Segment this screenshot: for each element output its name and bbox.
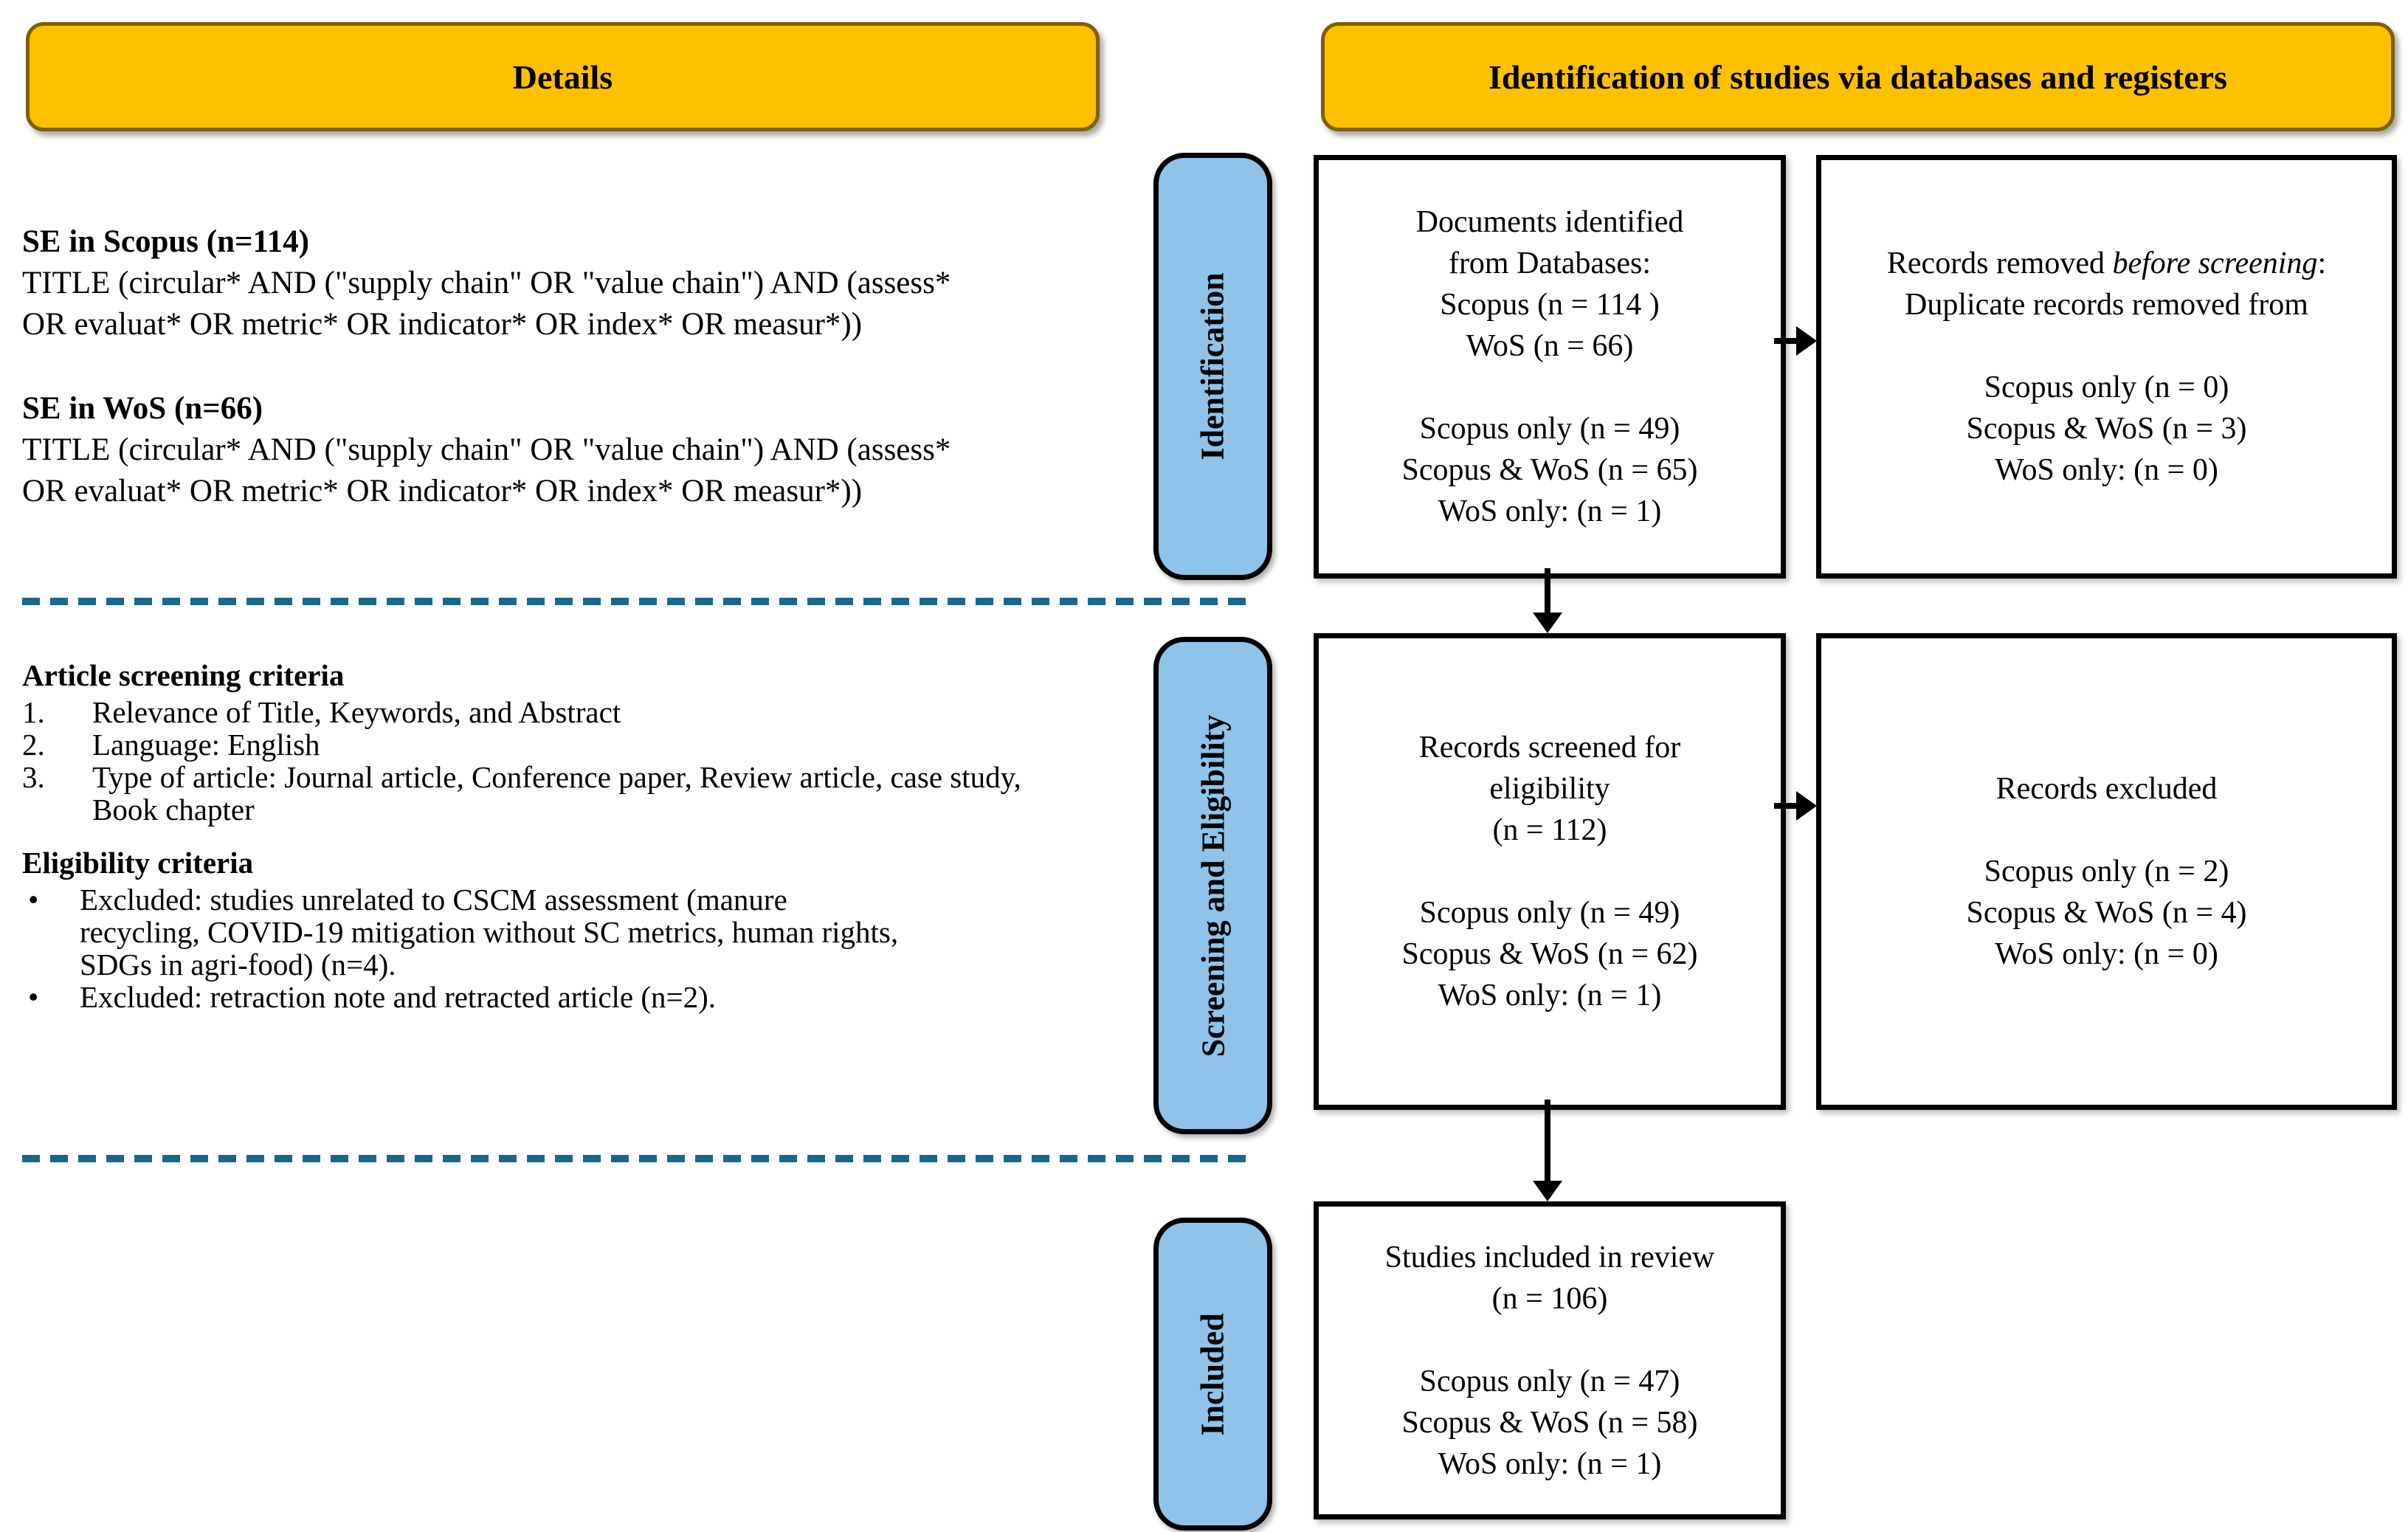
- removed-line: Scopus & WoS (n = 3): [1966, 412, 2247, 446]
- eligibility-item-2-text: Excluded: retraction note and retracted article (n=2).: [80, 980, 717, 1014]
- identification-header-label: Identification of studies via databases and registers: [1488, 58, 2227, 96]
- removed-line-italic: [1887, 243, 2326, 284]
- details-header-label: Details: [512, 58, 613, 96]
- arrow-shaft: [1545, 1100, 1550, 1182]
- details-header: [26, 22, 1100, 131]
- stage-included: [1153, 1218, 1272, 1531]
- section-divider-2: [22, 1155, 1247, 1162]
- removed-line: Duplicate records removed from: [1905, 288, 2308, 322]
- arrow-head-down-icon: [1533, 613, 1562, 633]
- screening-item-2: [22, 728, 1129, 761]
- identified-line: Documents identified: [1415, 205, 1684, 239]
- included-line: Scopus & WoS (n = 58): [1401, 1405, 1698, 1440]
- eligibility-item-1-bullet: •: [28, 883, 39, 917]
- stage-screening-eligibility-label: Screening and Eligibility: [1195, 714, 1231, 1057]
- arrow-head-down-icon: [1533, 1181, 1562, 1201]
- stage-identification: [1153, 153, 1272, 580]
- identification-header: [1321, 22, 2395, 131]
- excluded-line: WoS only: (n = 0): [1995, 937, 2218, 971]
- eligibility-item-2: [22, 981, 1129, 1013]
- arrow-shaft: [1545, 568, 1550, 614]
- stage-identification-label: Identification: [1195, 272, 1232, 460]
- se-scopus-query-line2: OR evaluat* OR metric* OR indicator* OR index* OR measur*)): [22, 307, 863, 342]
- included-line: (n = 106): [1491, 1281, 1608, 1316]
- arrow-head-right-icon: [1796, 326, 1817, 356]
- removed-line-suffix: :: [2317, 246, 2327, 280]
- screening-item-3-number: 3.: [22, 760, 45, 794]
- eligibility-item-1: [22, 883, 1129, 981]
- excluded-line: Scopus & WoS (n = 4): [1966, 896, 2247, 930]
- se-wos-query-line2: OR evaluat* OR metric* OR indicator* OR index* OR measur*)): [22, 474, 863, 508]
- removed-line-prefix: Records removed: [1886, 246, 2113, 280]
- identified-line: Scopus only (n = 49): [1419, 412, 1680, 446]
- screened-line: Records screened for: [1418, 731, 1681, 765]
- se-wos-query-line1: TITLE (circular* AND ("supply chain" OR "value chain") AND (assess*: [22, 432, 951, 467]
- eligibility-item-1-text: Excluded: studies unrelated to CSCM assessment (manure recycling, COVID-19 mitigation without SC metrics, human rights, SDGs in agri-food) (n=4).: [80, 883, 899, 981]
- box-records-removed: [1816, 155, 2397, 579]
- screening-criteria-title: Article screening criteria: [22, 658, 345, 692]
- screening-item-3: [22, 761, 1129, 826]
- arrow-screened-to-excluded: [1774, 791, 1817, 821]
- screening-item-1-number: 1.: [22, 695, 45, 729]
- screening-item-2-text: Language: English: [92, 728, 320, 762]
- removed-line: WoS only: (n = 0): [1995, 453, 2218, 487]
- arrow-shaft: [1774, 338, 1798, 344]
- screening-item-3-text: Type of article: Journal article, Conference paper, Review article, case study, Book chapter: [92, 760, 1021, 827]
- arrow-shaft: [1774, 803, 1798, 809]
- screened-line: Scopus only (n = 49): [1419, 896, 1680, 930]
- screened-line: (n = 112): [1492, 813, 1607, 847]
- arrow-identified-to-screened: [1533, 568, 1562, 633]
- se-scopus-title: SE in Scopus (n=114): [22, 224, 309, 259]
- screened-line: eligibility: [1489, 772, 1610, 806]
- screening-item-1-text: Relevance of Title, Keywords, and Abstract: [92, 695, 621, 729]
- search-details-panel: [22, 221, 1129, 512]
- eligibility-item-2-bullet: •: [28, 980, 39, 1014]
- identified-line: from Databases:: [1448, 246, 1652, 280]
- se-scopus-query-line1: TITLE (circular* AND ("supply chain" OR "value chain") AND (assess*: [22, 266, 951, 300]
- arrow-screened-to-included: [1533, 1100, 1562, 1201]
- stage-screening-eligibility: [1153, 637, 1272, 1134]
- arrow-identified-to-removed: [1774, 326, 1817, 356]
- arrow-head-right-icon: [1796, 791, 1817, 821]
- box-records-excluded: [1816, 633, 2397, 1110]
- identified-line: WoS (n = 66): [1466, 329, 1634, 363]
- included-line: WoS only: (n = 1): [1438, 1446, 1662, 1481]
- eligibility-criteria-title: Eligibility criteria: [22, 846, 254, 880]
- screened-line: WoS only: (n = 1): [1438, 979, 1662, 1012]
- identified-line: Scopus (n = 114 ): [1440, 288, 1660, 322]
- screened-line: Scopus & WoS (n = 62): [1401, 937, 1698, 971]
- criteria-panel: [22, 659, 1129, 1013]
- se-wos-title: SE in WoS (n=66): [22, 391, 263, 426]
- box-documents-identified: [1314, 155, 1786, 579]
- identified-line: Scopus & WoS (n = 65): [1401, 453, 1698, 487]
- identified-line: WoS only: (n = 1): [1438, 494, 1662, 528]
- screening-item-1: [22, 696, 1129, 728]
- removed-line-italic-text: before screening: [2112, 246, 2318, 280]
- removed-line: Scopus only (n = 0): [1984, 370, 2229, 404]
- box-records-screened: [1314, 633, 1786, 1110]
- stage-included-label: Included: [1195, 1312, 1232, 1436]
- excluded-line: Scopus only (n = 2): [1984, 855, 2229, 889]
- screening-item-2-number: 2.: [22, 728, 45, 762]
- box-studies-included: [1314, 1201, 1786, 1519]
- included-line: Studies included in review: [1384, 1240, 1715, 1274]
- included-line: Scopus only (n = 47): [1419, 1364, 1680, 1398]
- section-divider-1: [22, 598, 1247, 605]
- excluded-line: Records excluded: [1995, 772, 2218, 806]
